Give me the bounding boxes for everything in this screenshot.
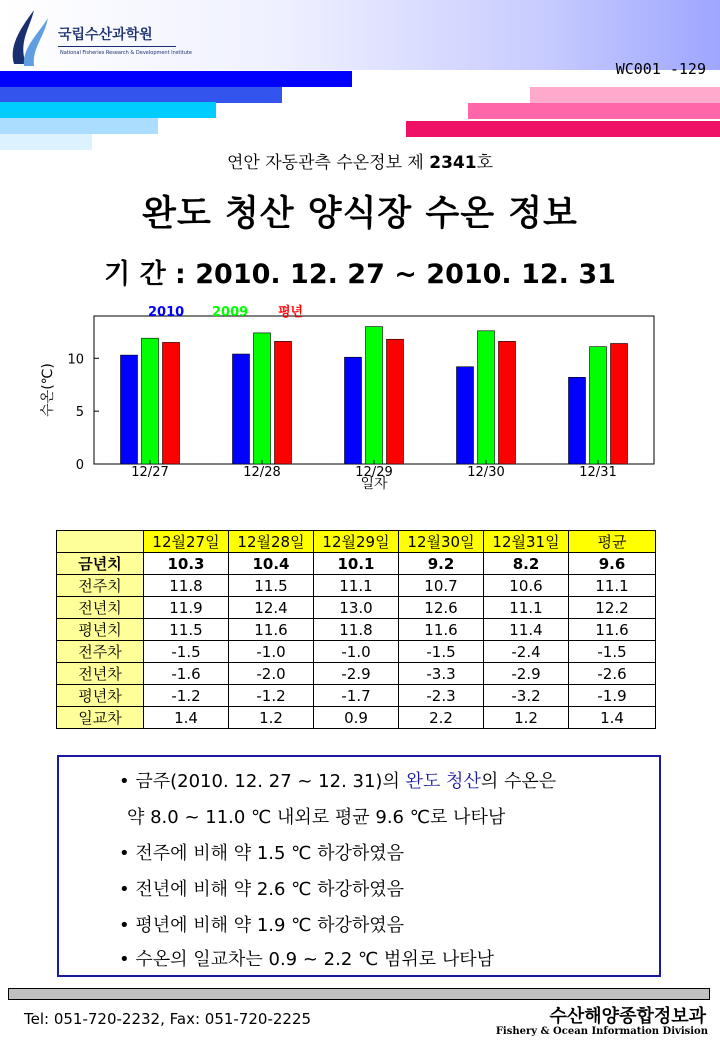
x-tick-label: 12/30 — [467, 465, 505, 480]
table-cell: 2.2 — [399, 707, 484, 729]
department-name-english: Fishery & Ocean Information Division — [495, 1026, 708, 1037]
table-cell: -1.7 — [314, 685, 399, 707]
row-label: 금년치 — [57, 553, 144, 575]
x-tick-label: 12/28 — [243, 465, 281, 480]
table-cell: 1.4 — [569, 707, 656, 729]
table-cell: 9.6 — [569, 553, 656, 575]
table-row — [57, 707, 656, 729]
legend-entry-2010: 2010 — [148, 305, 185, 320]
bar-2009-12/27 — [142, 338, 159, 464]
legend-entry-2009: 2009 — [212, 305, 249, 320]
bar-2009-12/29 — [366, 327, 383, 464]
table-cell: 1.4 — [144, 707, 229, 729]
table-cell: -1.5 — [144, 641, 229, 663]
row-label: 전년차 — [57, 663, 144, 685]
table-cell: 11.1 — [484, 597, 569, 619]
table-cell: 10.7 — [399, 575, 484, 597]
summary-line-2: 약 8.0 ~ 11.0 ℃ 내외로 평균 9.6 ℃로 나타남 — [127, 807, 506, 828]
table-cell: 11.6 — [399, 619, 484, 641]
document-code: WC001 -129 — [615, 60, 706, 78]
bar-평년-12/29 — [387, 339, 404, 464]
bar-평년-12/31 — [611, 343, 628, 464]
table-column-header: 12월29일 — [314, 531, 399, 553]
table-cell: 1.2 — [484, 707, 569, 729]
y-tick-label: 5 — [75, 405, 84, 421]
row-label: 전주차 — [57, 641, 144, 663]
footer-bar — [8, 988, 710, 1000]
table-column-header: 12월30일 — [399, 531, 484, 553]
bar-2009-12/30 — [478, 331, 495, 464]
bar-2009-12/28 — [254, 333, 271, 464]
bar-평년-12/27 — [163, 342, 180, 464]
table-cell: 12.2 — [569, 597, 656, 619]
table-row — [57, 597, 656, 619]
table-column-header: 평균 — [569, 531, 656, 553]
table-cell: 11.8 — [144, 575, 229, 597]
table-cell: 11.1 — [314, 575, 399, 597]
stripe-light-cyan — [0, 118, 158, 134]
stripe-magenta — [406, 121, 720, 137]
logo-divider — [58, 46, 176, 47]
table-cell: 10.3 — [144, 553, 229, 575]
stripe-blue — [0, 71, 352, 87]
y-axis-label: 수온(℃) — [40, 363, 56, 417]
table-cell: -3.2 — [484, 685, 569, 707]
table-cell: 11.4 — [484, 619, 569, 641]
summary-line-3: • 전주에 비해 약 1.5 ℃ 하강하였음 — [119, 843, 405, 864]
table-cell: -2.3 — [399, 685, 484, 707]
table-cell: -2.9 — [484, 663, 569, 685]
table-cell: 12.6 — [399, 597, 484, 619]
table-cell: 13.0 — [314, 597, 399, 619]
summary-box — [57, 755, 661, 977]
table-cell: 11.5 — [144, 619, 229, 641]
bar-2009-12/31 — [590, 347, 607, 464]
y-tick-label: 0 — [75, 458, 84, 473]
table-cell: -2.4 — [484, 641, 569, 663]
bar-2010-12/27 — [121, 355, 138, 464]
table-cell: 10.6 — [484, 575, 569, 597]
row-label: 평년차 — [57, 685, 144, 707]
fish-logo-icon — [4, 4, 56, 70]
table-cell: 11.8 — [314, 619, 399, 641]
table-cell: 10.4 — [229, 553, 314, 575]
table-cell: -1.9 — [569, 685, 656, 707]
x-tick-label: 12/29 — [355, 465, 393, 480]
table-cell: -1.0 — [229, 641, 314, 663]
table-row — [57, 641, 656, 663]
location-name: 완도 청산 — [405, 771, 481, 792]
table-cell: -1.6 — [144, 663, 229, 685]
x-axis-label: 일자 — [360, 476, 388, 492]
summary-line-4: • 전년에 비해 약 2.6 ℃ 하강하였음 — [119, 879, 405, 900]
table-row — [57, 619, 656, 641]
summary-line-5: • 평년에 비해 약 1.9 ℃ 하강하였음 — [119, 915, 405, 936]
stripe-light-pink — [530, 87, 720, 103]
bar-2010-12/29 — [345, 357, 362, 464]
table-cell: 9.2 — [399, 553, 484, 575]
period-label: 기 간 : 2010. 12. 27 ~ 2010. 12. 31 — [104, 259, 616, 290]
row-label: 일교차 — [57, 707, 144, 729]
issue-number: 2341 — [429, 153, 477, 173]
table-cell: -1.5 — [399, 641, 484, 663]
table-cell: 11.1 — [569, 575, 656, 597]
stripe-blue-2 — [0, 87, 282, 103]
table-cell: 11.5 — [229, 575, 314, 597]
row-label: 전년치 — [57, 597, 144, 619]
table-cell: -2.0 — [229, 663, 314, 685]
table-row — [57, 553, 656, 575]
row-label: 전주치 — [57, 575, 144, 597]
bar-2010-12/31 — [569, 377, 586, 464]
table-cell: -1.2 — [229, 685, 314, 707]
row-label: 평년치 — [57, 619, 144, 641]
table-column-header: 12월27일 — [144, 531, 229, 553]
table-cell: -2.6 — [569, 663, 656, 685]
table-cell: -1.0 — [314, 641, 399, 663]
table-cell: 1.2 — [229, 707, 314, 729]
table-cell: -2.9 — [314, 663, 399, 685]
table-corner — [57, 531, 144, 553]
bulletin-subtitle: 연안 자동관측 수온정보 제 2341호 — [226, 153, 494, 173]
table-cell: 11.6 — [229, 619, 314, 641]
table-row — [57, 685, 656, 707]
table-cell: -3.3 — [399, 663, 484, 685]
table-cell: -1.5 — [569, 641, 656, 663]
legend-entry-평년: 평년 — [278, 305, 304, 320]
bar-평년-12/28 — [275, 341, 292, 464]
table-cell: -1.2 — [144, 685, 229, 707]
department-name: 수산해양종합정보과 — [549, 1006, 706, 1027]
table-cell: 11.6 — [569, 619, 656, 641]
table-header-row — [57, 531, 656, 553]
x-tick-label: 12/27 — [131, 465, 169, 480]
table-cell: 0.9 — [314, 707, 399, 729]
contact-info: Tel: 051-720-2232, Fax: 051-720-2225 — [24, 1010, 312, 1028]
institute-name-english: National Fisheries Research & Development Institute — [60, 50, 192, 56]
table-row — [57, 575, 656, 597]
table-cell: 11.9 — [144, 597, 229, 619]
bar-평년-12/30 — [499, 341, 516, 464]
table-cell: 12.4 — [229, 597, 314, 619]
table-cell: 8.2 — [484, 553, 569, 575]
summary-line-6: • 수온의 일교차는 0.9 ~ 2.2 ℃ 범위로 나타남 — [119, 949, 494, 970]
stripe-pink — [468, 103, 720, 119]
institute-name: 국립수산과학원 — [58, 27, 153, 43]
water-temperature-chart — [40, 298, 680, 498]
table-cell: 10.1 — [314, 553, 399, 575]
stripe-cyan — [0, 102, 216, 118]
bar-2010-12/30 — [457, 367, 474, 464]
summary-line-1: • 금주(2010. 12. 27 ~ 12. 31)의 완도 청산의 수온은 — [119, 771, 557, 792]
y-tick-label: 10 — [67, 352, 84, 368]
table-row — [57, 663, 656, 685]
table-column-header: 12월31일 — [484, 531, 569, 553]
table-column-header: 12월28일 — [229, 531, 314, 553]
x-tick-label: 12/31 — [579, 465, 617, 480]
institute-logo — [4, 4, 224, 70]
bar-2010-12/28 — [233, 354, 250, 464]
page-title: 완도 청산 양식장 수온 정보 — [142, 194, 578, 234]
temperature-table — [56, 530, 656, 729]
